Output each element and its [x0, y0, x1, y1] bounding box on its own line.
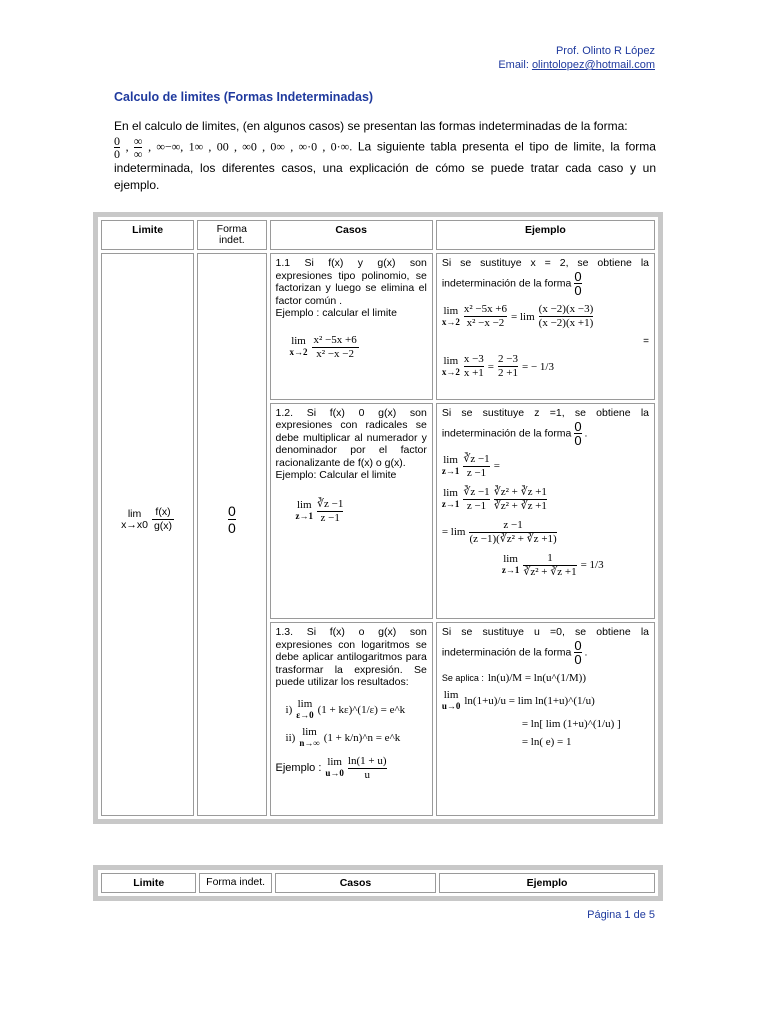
header-casos: Casos: [270, 220, 433, 250]
limit-expression: lim x→x0 f(x) g(x): [101, 253, 194, 816]
header-casos-2: Casos: [275, 873, 436, 893]
header-limite: Limite: [101, 220, 194, 250]
page-header: [498, 44, 655, 72]
case-1-3: 1.3. Si f(x) o g(x) son expresiones con logaritmos se debe aplicar antilogaritmos para trasformar la expresión. Se puede utilizar los resultados: i) lim ε→0 (1 + kε)^(1/ε) = e^k ii) lim n→∞ (1 + k/n)^n = e^k Ejemplo : lim u→0 ln(1 + u) u: [270, 622, 433, 816]
intro-paragraph: En el calculo de limites, (en algunos casos) se presentan las formas indeterminadas de la forma: $\frac{0}{0}$ , $\frac{\infty}{\infty}$ , ∞−∞, 1∞ , 00 , ∞0 , 0∞ , ∞·0 , 0·∞. La siguiente tabla presenta el tipo de limite, la forma indeterminada, los diferentes casos, una explicación de cómo se puede tratar cada caso y un ejemplo.: [114, 119, 656, 192]
header-forma: Forma indet.: [197, 220, 266, 250]
limits-table-2: [93, 865, 663, 901]
header-ejemplo: Ejemplo: [436, 220, 655, 250]
intro-line2: La siguiente tabla presenta el tipo de limite, la forma indeterminada, los diferentes casos, una explicación de cómo se puede tratar cada caso y un ejemplo.: [114, 139, 656, 192]
header-ejemplo-2: Ejemplo: [439, 873, 655, 893]
header-limite-2: Limite: [101, 873, 196, 893]
forms-list: , ∞−∞, 1∞ , 00 , ∞0 , 0∞ , ∞·0 , 0·∞.: [148, 139, 353, 154]
inf-over-inf: $\frac{\infty}{\infty}$: [133, 134, 143, 161]
intro-line1: En el calculo de limites, (en algunos casos) se presentan las formas indeterminadas de la forma:: [114, 119, 628, 133]
example-1-1: Si se sustituye x = 2, se obtiene la indeterminación de la forma $\frac{0}{0}$ lim x→2 x² −5x +6 x² −x −2 = lim (x −2)(x −3) (x −2)(x +1) = lim x→2 x −3 x +1 = 2 −3 2 +1 = − 1/3: [436, 253, 655, 400]
email-label: Email:: [498, 59, 529, 71]
header-forma-2: Forma indet.: [199, 873, 272, 893]
example-1-3: Si se sustituye u =0, se obtiene la indeterminación de la forma $\frac{0}{0}$ . Se aplica : ln(u)/M = ln(u^(1/M)) lim u→0 ln(1+u)/u = lim ln(1+u)^(1/u) = ln[ lim (1+u)^(1/u) ] = ln( e) = 1: [436, 622, 655, 816]
zero-over-zero: $\frac{0}{0}$: [114, 134, 120, 161]
page-number: Página 1 de 5: [587, 909, 655, 921]
example-1-2: Si se sustituye z =1, se obtiene la indeterminación de la forma $\frac{0}{0}$ . lim z→1 ∛z −1 z −1 = lim z→1 ∛z −1 z −1 ∛z² + ∛z +1 ∛z² + ∛z +1 = lim z −1 (z −1)(∛z² + ∛z +1) lim z→1 1 ∛z² + ∛z +1 = 1/3: [436, 403, 655, 620]
form-indet: $\frac{0}{0}$: [197, 253, 266, 816]
page-title: Calculo de limites (Formas Indeterminadas): [114, 90, 374, 104]
email-link[interactable]: olintolopez@hotmail.com: [531, 59, 655, 71]
author: Prof. Olinto R López: [555, 45, 655, 57]
case-1-2: 1.2. Si f(x) 0 g(x) son expresiones con radicales se debe multiplicar al numerador y denominador por el factor racionalizante de f(x) o g(x). Ejemplo: Calcular el limite lim z→1 ∛z −1 z −1: [270, 403, 433, 620]
case-1-1: 1.1 Si f(x) y g(x) son expresiones tipo polinomio, se factorizan y luego se elimina el factor común . Ejemplo : calcular el limite lim x→2 x² −5x +6 x² −x −2: [270, 253, 433, 400]
limits-table: [93, 212, 663, 824]
